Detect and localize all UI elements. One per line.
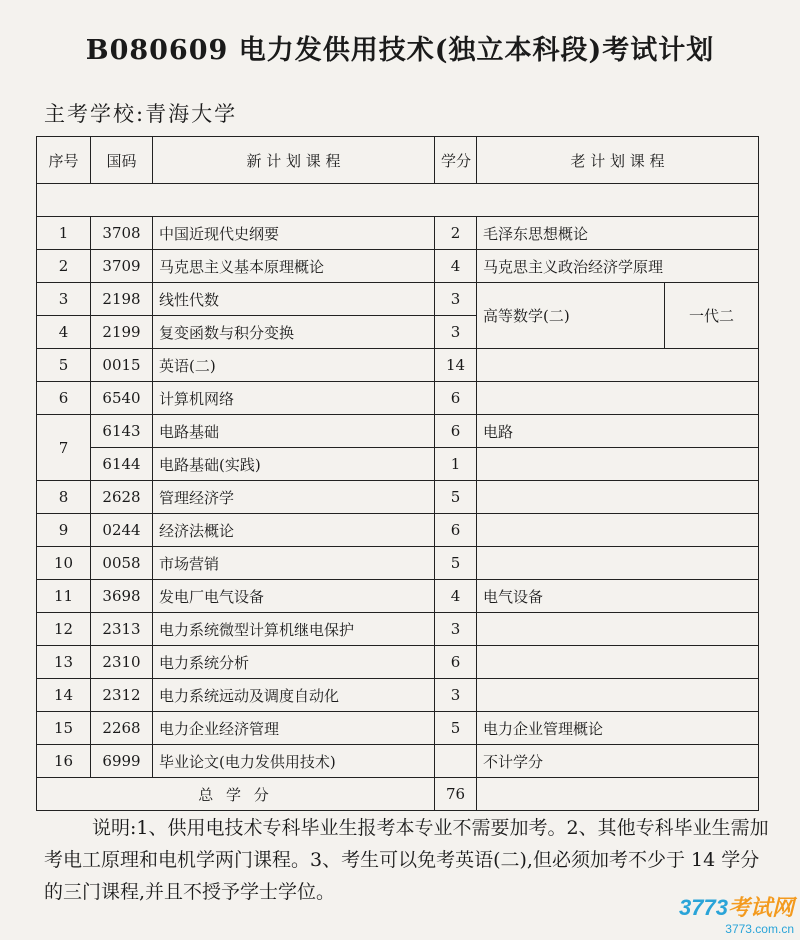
table-row <box>37 217 759 250</box>
row-old-course: 不计学分 <box>477 745 759 778</box>
row-code: 2199 <box>91 316 153 349</box>
row-course-name: 电路基础(实践) <box>153 448 435 481</box>
row-course-name: 毕业论文(电力发供用技术) <box>153 745 435 778</box>
table-header-row <box>37 137 759 184</box>
site-watermark <box>679 891 794 936</box>
row-seq: 2 <box>37 250 91 283</box>
row-credit: 5 <box>435 481 477 514</box>
row-old-course <box>477 514 759 547</box>
row-course-name: 复变函数与积分变换 <box>153 316 435 349</box>
row-code: 6144 <box>91 448 153 481</box>
row-seq: 3 <box>37 283 91 316</box>
row-old-course <box>477 382 759 415</box>
row-credit: 3 <box>435 613 477 646</box>
table-row <box>37 514 759 547</box>
table-row <box>37 646 759 679</box>
table-row <box>37 712 759 745</box>
row-course-name: 经济法概论 <box>153 514 435 547</box>
header-credit: 学分 <box>435 137 477 184</box>
row-credit <box>435 745 477 778</box>
row-code: 2268 <box>91 712 153 745</box>
total-row <box>37 778 759 811</box>
header-old-course: 老 计 划 课 程 <box>477 137 759 184</box>
total-empty-cell <box>477 778 759 811</box>
row-credit: 5 <box>435 712 477 745</box>
row-credit: 5 <box>435 547 477 580</box>
row-course-name: 英语(二) <box>153 349 435 382</box>
row-old-course: 电气设备 <box>477 580 759 613</box>
row-code: 0015 <box>91 349 153 382</box>
row-course-name: 电力系统分析 <box>153 646 435 679</box>
row-old-course <box>477 613 759 646</box>
row-seq: 14 <box>37 679 91 712</box>
row-seq: 9 <box>37 514 91 547</box>
row-code: 2198 <box>91 283 153 316</box>
table-row <box>37 547 759 580</box>
table-row <box>37 613 759 646</box>
table-row <box>37 679 759 712</box>
row-seq: 8 <box>37 481 91 514</box>
row-credit: 6 <box>435 415 477 448</box>
row-old-course <box>477 481 759 514</box>
row-old-course <box>477 448 759 481</box>
row-course-name: 电路基础 <box>153 415 435 448</box>
table-row <box>37 448 759 481</box>
row-credit: 4 <box>435 580 477 613</box>
row-course-name: 电力企业经济管理 <box>153 712 435 745</box>
header-new-course: 新 计 划 课 程 <box>153 137 435 184</box>
row-seq: 7 <box>37 415 91 481</box>
row-credit: 3 <box>435 316 477 349</box>
row-course-name: 发电厂电气设备 <box>153 580 435 613</box>
table-row <box>37 283 759 316</box>
total-label: 总 学 分 <box>37 778 435 811</box>
row-course-name: 市场营销 <box>153 547 435 580</box>
row-credit: 1 <box>435 448 477 481</box>
row-course-name: 计算机网络 <box>153 382 435 415</box>
table-row <box>37 481 759 514</box>
row-seq: 16 <box>37 745 91 778</box>
table-row <box>37 580 759 613</box>
row-course-name: 线性代数 <box>153 283 435 316</box>
header-seq: 序号 <box>37 137 91 184</box>
row-course-name: 管理经济学 <box>153 481 435 514</box>
row-old-course: 电路 <box>477 415 759 448</box>
row-old-course <box>477 646 759 679</box>
row-course-name: 中国近现代史纲要 <box>153 217 435 250</box>
row-seq: 10 <box>37 547 91 580</box>
row-old-course: 毛泽东思想概论 <box>477 217 759 250</box>
row-credit: 2 <box>435 217 477 250</box>
watermark-url: 3773.com.cn <box>725 922 794 936</box>
row-seq: 5 <box>37 349 91 382</box>
row-credit: 3 <box>435 679 477 712</box>
row-credit: 3 <box>435 283 477 316</box>
row-seq: 1 <box>37 217 91 250</box>
table-row <box>37 415 759 448</box>
row-course-name: 电力系统微型计算机继电保护 <box>153 613 435 646</box>
row-credit: 6 <box>435 514 477 547</box>
row-code: 6143 <box>91 415 153 448</box>
row-credit: 6 <box>435 646 477 679</box>
row-code: 0244 <box>91 514 153 547</box>
row-seq: 12 <box>37 613 91 646</box>
row-code: 3708 <box>91 217 153 250</box>
total-value: 76 <box>435 778 477 811</box>
row-code: 0058 <box>91 547 153 580</box>
row-old-course <box>477 679 759 712</box>
row-credit: 14 <box>435 349 477 382</box>
table-row <box>37 382 759 415</box>
table-row <box>37 349 759 382</box>
exam-plan-table <box>36 136 759 811</box>
row-code: 2628 <box>91 481 153 514</box>
row-code: 3709 <box>91 250 153 283</box>
row-seq: 11 <box>37 580 91 613</box>
row-course-name: 马克思主义基本原理概论 <box>153 250 435 283</box>
row-code: 2313 <box>91 613 153 646</box>
header-gap <box>37 184 759 217</box>
watermark-logo-accent: 考试网 <box>727 895 794 920</box>
watermark-logo <box>679 891 794 922</box>
row-code: 2312 <box>91 679 153 712</box>
explanation-note: 说明:1、供用电技术专科毕业生报考本专业不需要加考。2、其他专科毕业生需加考电工原理和电机学两门课程。3、考生可以免考英语(二),但必须加考不少于 14 学分的三门课程,并且不授予学士学位。 <box>44 817 769 903</box>
host-school: 主考学校:青海大学 <box>44 102 238 126</box>
row-credit: 6 <box>435 382 477 415</box>
row-code: 2310 <box>91 646 153 679</box>
row-credit: 4 <box>435 250 477 283</box>
row-seq: 4 <box>37 316 91 349</box>
old-course-math: 高等数学(二) <box>477 283 665 349</box>
row-code: 6999 <box>91 745 153 778</box>
row-old-course: 马克思主义政治经济学原理 <box>477 250 759 283</box>
row-seq: 15 <box>37 712 91 745</box>
table-row <box>37 745 759 778</box>
row-old-course <box>477 349 759 382</box>
header-code: 国码 <box>91 137 153 184</box>
row-code: 3698 <box>91 580 153 613</box>
table-row <box>37 250 759 283</box>
row-course-name: 电力系统远动及调度自动化 <box>153 679 435 712</box>
row-code: 6540 <box>91 382 153 415</box>
row-old-course: 电力企业管理概论 <box>477 712 759 745</box>
watermark-logo-main: 3773 <box>679 895 728 920</box>
row-seq: 13 <box>37 646 91 679</box>
old-course-math-note: 一代二 <box>665 283 759 349</box>
page-title: B080609 电力发供用技术(独立本科段)考试计划 <box>85 35 715 66</box>
row-old-course <box>477 547 759 580</box>
row-seq: 6 <box>37 382 91 415</box>
